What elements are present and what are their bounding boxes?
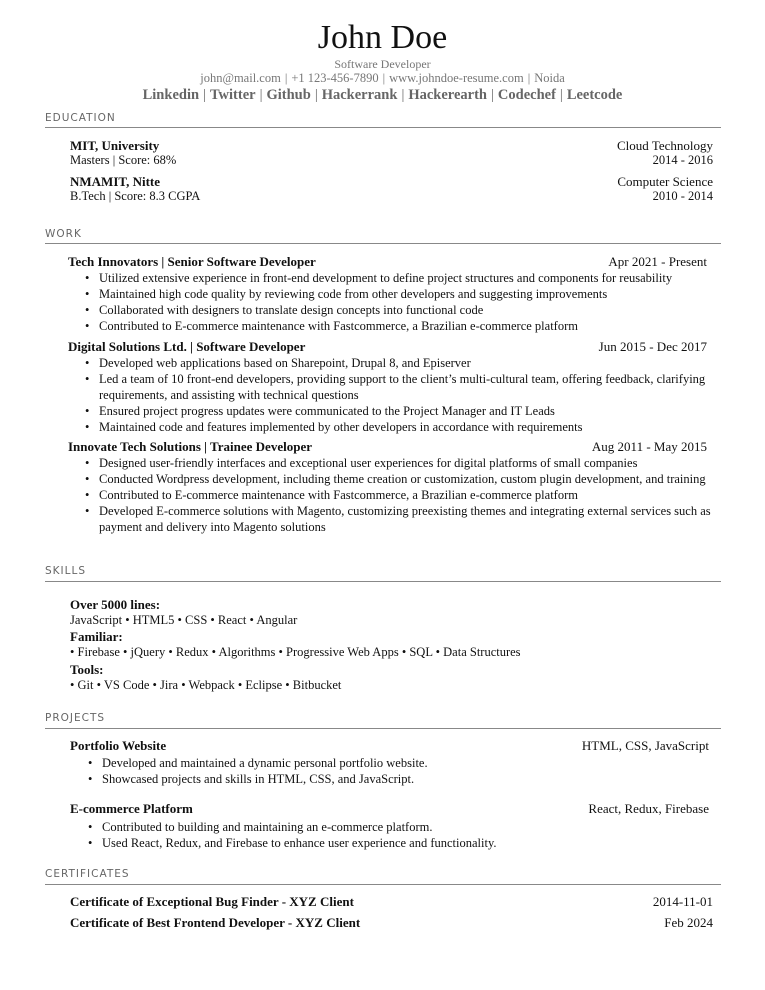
skill-list [70, 613, 297, 628]
list-item: • Designed user-friendly interfaces and exceptional user experiences for digital platforms of small companies [85, 455, 715, 471]
skill-item: Eclipse • [245, 678, 292, 692]
list-item: • Developed E-commerce solutions with Magento, customizing preexisting themes and integrating external services such as payment and delivery into Magento solutions [85, 503, 715, 535]
work-dates: Aug 2011 - May 2015 [591, 439, 707, 454]
phone-number: +1 123-456-7890 [291, 71, 379, 85]
skill-item: Jira • [160, 678, 188, 692]
skill-item: Bitbucket [292, 678, 342, 692]
skill-item: Webpack • [189, 678, 246, 692]
section-divider [45, 243, 721, 244]
section-title-skills: SKILLS [45, 565, 87, 577]
section-divider [45, 884, 721, 885]
work-role: Digital Solutions Ltd. | Software Developer [68, 339, 306, 354]
work-dates: Apr 2021 - Present [608, 254, 707, 269]
github-link[interactable]: Github [266, 87, 311, 103]
list-item: • Contributed to E-commerce maintenance with Fastcommerce, a Brazilian e-commerce platform [85, 318, 715, 334]
work-bullets [85, 455, 715, 535]
skill-item: Redux • [176, 645, 219, 659]
project-tech: HTML, CSS, JavaScript [581, 738, 709, 753]
skill-heading: Tools: [70, 662, 104, 677]
contact-line: john@mail.com | +1 123-456-7890 | www.johndoe-resume.com | Noida [200, 71, 565, 85]
list-item: • Utilized extensive experience in front-end development to define project structures and components for reusability [85, 270, 715, 286]
skill-item: SQL • [409, 645, 443, 659]
profile-links: Linkedin | Twitter | Github | Hackerrank | Hackerearth | Codechef | Leetcode [142, 87, 623, 103]
school-name: MIT, University [70, 138, 160, 153]
list-item: • Conducted Wordpress development, including theme creation or customization, custom plugin development, and training [85, 471, 715, 487]
skill-heading: Over 5000 lines: [70, 597, 161, 612]
hackerrank-link[interactable]: Hackerrank [321, 87, 398, 103]
list-item: • Showcased projects and skills in HTML, CSS, and JavaScript. [88, 771, 718, 787]
section-divider [45, 728, 721, 729]
list-item: • Used React, Redux, and Firebase to enhance user experience and functionality. [88, 835, 718, 851]
list-item: • Led a team of 10 front-end developers, providing support to the client’s multi-cultural team, offering feedback, clarifying requirements, and assisting with technical questions [85, 371, 715, 403]
section-title-projects: PROJECTS [45, 712, 106, 724]
work-bullets [85, 355, 715, 435]
twitter-link[interactable]: Twitter [209, 87, 256, 103]
list-item: • Maintained high code quality by reviewing code from other developers and suggesting improvements [85, 286, 715, 302]
certificate-name: Certificate of Exceptional Bug Finder - XYZ Client [70, 894, 354, 909]
skill-item: HTML5 • [133, 613, 185, 627]
leetcode-link[interactable]: Leetcode [566, 87, 623, 103]
list-item: • Ensured project progress updates were communicated to the Project Manager and IT Leads [85, 403, 715, 419]
work-role: Innovate Tech Solutions | Trainee Developer [68, 439, 312, 454]
certificate-date: Feb 2024 [664, 915, 713, 930]
project-name: E-commerce Platform [70, 801, 193, 816]
location: Noida [534, 71, 565, 85]
project-name: Portfolio Website [70, 738, 167, 753]
skill-item: Angular [256, 613, 298, 627]
education-dates: 2010 - 2014 [652, 189, 713, 203]
section-divider [45, 127, 721, 128]
email-link[interactable]: john@mail.com [200, 71, 281, 85]
skill-list [70, 645, 521, 660]
bullet-glyph: • [70, 678, 78, 692]
section-title-certificates: CERTIFICATES [45, 868, 130, 880]
work-role: Tech Innovators | Senior Software Developer [68, 254, 316, 269]
certificate-name: Certificate of Best Frontend Developer - XYZ Client [70, 915, 361, 930]
list-item: • Contributed to building and maintaining an e-commerce platform. [88, 819, 718, 835]
degree: Masters | Score: 68% [70, 153, 177, 167]
skill-item: Firebase • [78, 645, 131, 659]
certificate-date: 2014-11-01 [652, 894, 713, 909]
skill-item: Git • [78, 678, 104, 692]
linkedin-link[interactable]: Linkedin [142, 87, 200, 103]
section-title-work: WORK [45, 228, 82, 240]
skill-item: CSS • [185, 613, 218, 627]
skill-item: Progressive Web Apps • [286, 645, 409, 659]
list-item: • Collaborated with designers to translate design concepts into functional code [85, 302, 715, 318]
list-item: • Developed web applications based on Sharepoint, Drupal 8, and Episerver [85, 355, 715, 371]
skill-item: Algorithms • [218, 645, 286, 659]
skill-item: React • [218, 613, 256, 627]
candidate-name: John Doe [317, 19, 448, 56]
bullet-glyph: • [70, 645, 78, 659]
work-bullets [85, 270, 715, 334]
skill-item: Data Structures [443, 645, 521, 659]
skill-heading: Familiar: [70, 629, 123, 644]
section-divider [45, 581, 721, 582]
skill-item: JavaScript • [70, 613, 133, 627]
work-dates: Jun 2015 - Dec 2017 [598, 339, 707, 354]
list-item: • Developed and maintained a dynamic personal portfolio website. [88, 755, 718, 771]
list-item: • Maintained code and features implemented by other developers in accordance with requirements [85, 419, 715, 435]
project-bullets [88, 819, 718, 851]
section-title-education: EDUCATION [45, 112, 116, 124]
project-bullets [88, 755, 718, 787]
education-dates: 2014 - 2016 [652, 153, 713, 167]
skill-item: VS Code • [104, 678, 160, 692]
skill-item: jQuery • [131, 645, 176, 659]
website-link[interactable]: www.johndoe-resume.com [389, 71, 524, 85]
field-of-study: Cloud Technology [617, 138, 713, 153]
degree: B.Tech | Score: 8.3 CGPA [70, 189, 201, 203]
project-tech: React, Redux, Firebase [588, 801, 709, 816]
skill-list [70, 678, 341, 693]
codechef-link[interactable]: Codechef [497, 87, 556, 103]
field-of-study: Computer Science [617, 174, 713, 189]
hackerearth-link[interactable]: Hackerearth [408, 87, 487, 103]
school-name: NMAMIT, Nitte [70, 174, 161, 189]
list-item: • Contributed to E-commerce maintenance with Fastcommerce, a Brazilian e-commerce platform [85, 487, 715, 503]
job-title: Software Developer [334, 57, 431, 71]
